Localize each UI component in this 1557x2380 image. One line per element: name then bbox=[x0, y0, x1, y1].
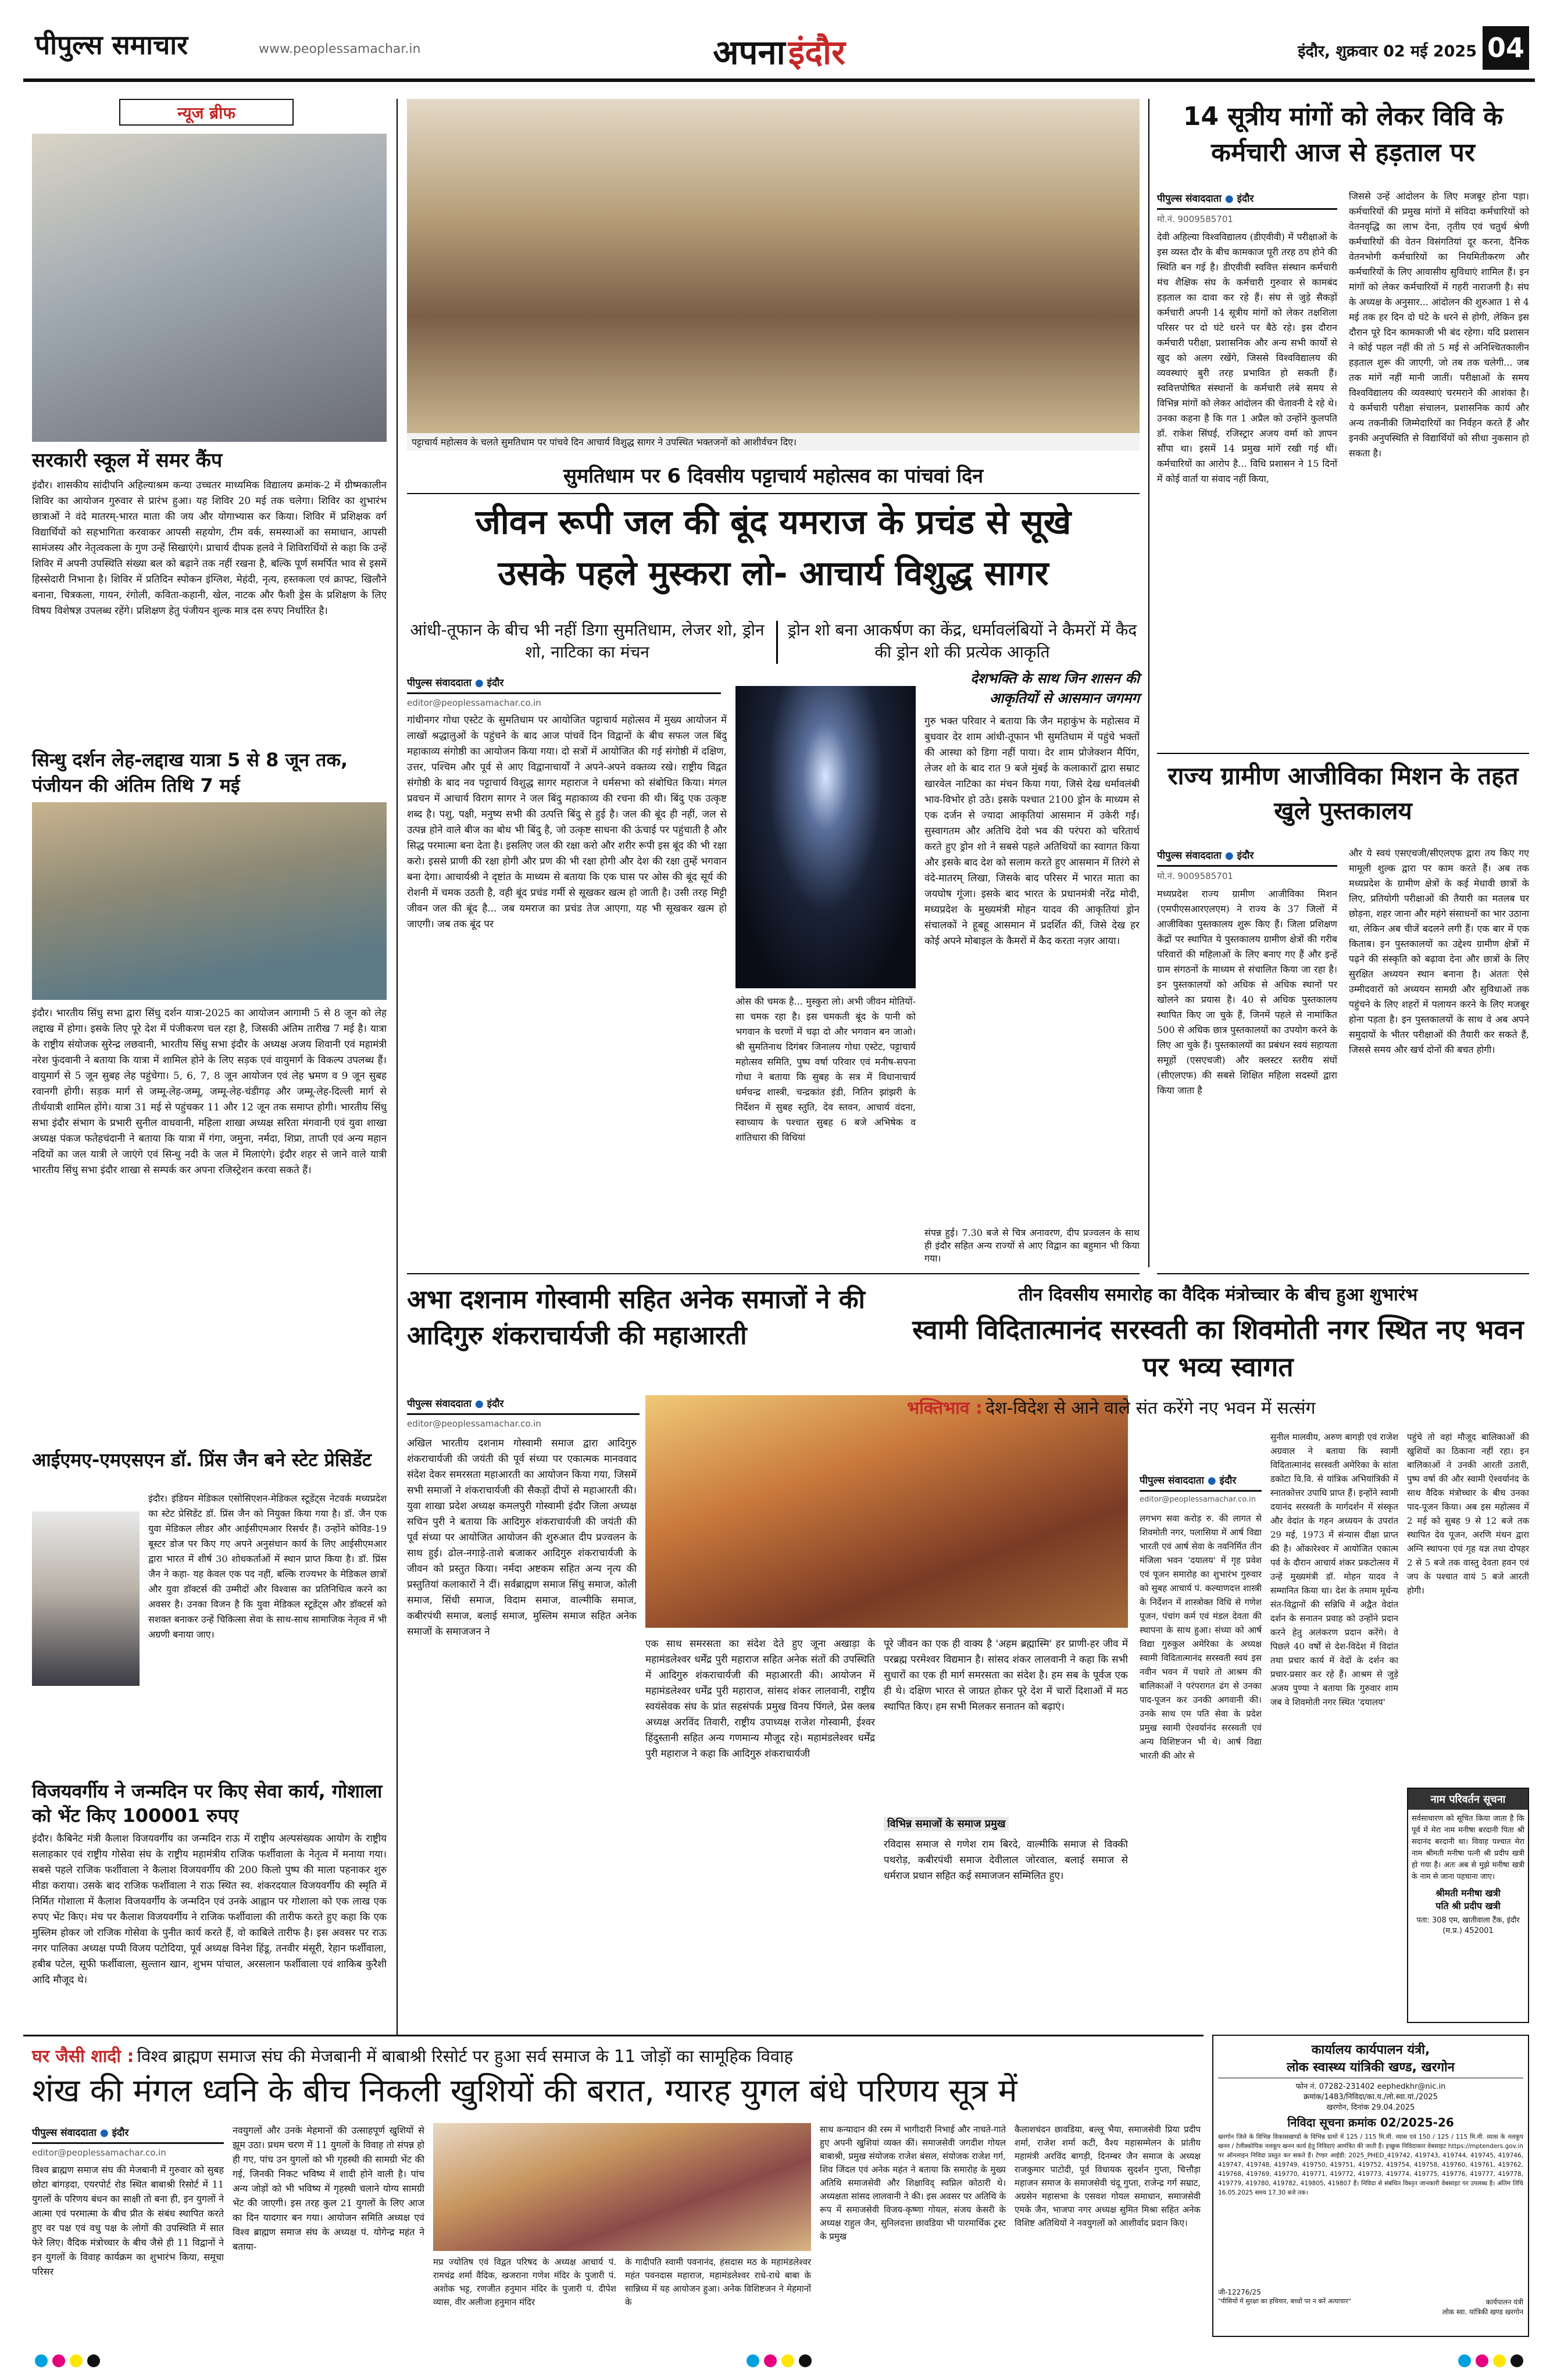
strike-byline-name: पीपुल्स संवाददाता bbox=[1157, 193, 1222, 205]
brief-3-body: इंदौर। इंडियन मेडिकल एसोसिएशन-मेडिकल स्टूडेंट्स नेटवर्क मध्यप्रदेश का स्टेट प्रेसिडेंट डॉ. प्रिंस जैन को नियुक्त किया गया है। डॉ. जैन एक युवा मेडिकल लीडर और आईसीएमआर रिसर्चर हैं। उन्होंने कोविड-19 बूस्टर डोज पर किए गए अपने अनुसंधान कार्य के लिए आईसीएमआर द्वारा भारत में शीर्ष 30 शोधकर्ताओं में स्थान प्राप्त किया है। डॉ. प्रिंस जैन ने कहा- यह केवल एक पद नहीं, बल्कि राज्यभर के मेडिकल छात्रों और युवा डॉक्टर्स की उम्मीदों और विश्वास का प्रतिनिधित्व करने का अवसर है। उनका विजन है कि युवा मेडिकल स्टूडेंट्स और डॉक्टर्स को सशक्त बनाकर उन्हें चिकित्सा सेवा के साथ-साथ सामाजिक नेतृत्व में भी अग्रणी बनाया जाए। bbox=[148, 1493, 387, 1640]
brief-1-body: इंदौर। शासकीय सांदीपनि अहिल्याश्रम कन्या उच्चतर माध्यमिक विद्यालय क्रमांक-2 में ग्रीष्मकालीन शिविर का आयोजन गुरुवार से प्रारंभ हुआ। यह शिविर 20 मई तक चलेगा। शिविर का शुभारंभ छात्राओं ने वंदे मातरम्-भारत माता की जय और योगाभ्यास कर किया। शिविर में प्रशिक्षक वर्ग विद्यार्थियों को सहभागिता करवाकर आपसी सहयोग, टीम वर्क, समस्याओं का समाधान, आपसी सामंजस्य और नेतृत्वकला के गुण उन्हें सिखाएंगे। प्राचार्य दीपक हलवे ने शिविरार्थियों से कहा कि उन्हें शिविर में अपनी उपस्थिति संख्या बल को बढ़ाने तक नहीं रखना है, बल्कि पूर्ण समर्पित भाव से इसमें हिस्सेदारी निभाना है। शिविर में प्रतिदिन स्पोकन इंग्लिश, मेहंदी, नृत्य, हस्तकला एवं क्राफ्ट, खिलौने बनाना, चित्रकला, गायन, रंगोली, कविता-कहानी, खेल, नाटक और फैशी ड्रेस के प्रशिक्षण के लिए विषय विशेषज्ञ उपलब्ध रहेंगे। प्रशिक्षण हेतु पंजीयन शुल्क मात्र दस रुपए निर्धारित है। bbox=[32, 480, 387, 617]
section-title-b: इंदौर bbox=[788, 33, 845, 72]
name-change-notice bbox=[1407, 1788, 1529, 2023]
library-headline: राज्य ग्रामीण आजीविका मिशन के तहत खुले पुस्तकालय bbox=[1167, 762, 1519, 825]
aarti-byline bbox=[407, 1394, 640, 1415]
masthead-rule bbox=[23, 78, 1535, 82]
tender-date: खरगोन, दिनांक 29.04.2025 bbox=[1326, 2103, 1415, 2112]
name-change-body: सर्वसाधारण को सूचित किया जाता है कि पूर्व में मेरा नाम मनीषा बरदानी पिता श्री सदानंद बरदानी था। विवाह पश्चात मेरा नाम श्रीमती मनीषा पत्नी श्री प्रदीप खत्री हो गया है। अतः अब से मुझे मनीषा खत्री के नाम से जाना पहचाना जाए। bbox=[1412, 1814, 1524, 1881]
bhawan-headline: स्वामी विदितात्मानंद सरस्वती का शिवमोती नगर स्थित नए भवन पर भव्य स्वागत bbox=[912, 1314, 1524, 1382]
library-byline-name: पीपुल्स संवाददाता bbox=[1157, 850, 1222, 862]
main-byline-city: इंदौर bbox=[487, 677, 504, 689]
aarti-body-col-3: पूरे जीवन का एक ही वाक्य है 'अहम ब्रह्मास्मि' हर प्राणी-हर जीव में परब्रह्म परमेश्वर विद्यमान है। सांसद शंकर लालवानी ने कहा कि सभी सुधारों का एक ही मार्ग समरसता का संदेश है। हम सब के पूर्वज एक ही थे। दक्षिण भारत से जाग्रत होकर पूरे देश में चारों दिशाओं में मठ स्थापित किए। हम सभी मिलकर सनातन को बढ़ाएं। bbox=[884, 1638, 1128, 1713]
byline-dot-icon: ● bbox=[1224, 850, 1234, 862]
tender-notice bbox=[1212, 2035, 1529, 2337]
aarti-headline: अभा दशनाम गोस्वामी सहित अनेक समाजों ने की आदिगुरु शंकराचार्यजी की महाआरती bbox=[407, 1285, 865, 1350]
tender-contact: फोन नं. 07282-231402 eephedkhr@nic.in bbox=[1295, 2082, 1446, 2091]
aarti-photo bbox=[645, 1395, 1128, 1628]
main-byline-name: पीपुल्स संवाददाता bbox=[407, 677, 472, 689]
aarti-body-col-3b: रविदास समाज से गणेश राम बिरदे, वाल्मीकि समाज से विक्की पथरोड़, कबीरपंथी समाज देवीलाल जोरवाल, बलाई समाज से धर्मराज प्रधान सहित कई समाजजन सम्मिलित हुए। bbox=[884, 1839, 1128, 1882]
bhawan-subhead bbox=[907, 1395, 1529, 1419]
library-body-col-1: मध्यप्रदेश राज्य ग्रामीण आजीविका मिशन (एमपीएसआरएलएम) ने राज्य के 37 जिलों में आजीविका पुस्तकालय शुरू किए हैं। जिला प्रशिक्षण केंद्रों पर स्थापित ये पुस्तकालय ग्रामीण क्षेत्रों की गरीब परिवारों की महिलाओं के लिए बनाए गए हैं और इन्हें ग्राम संगठनों के माध्यम से संचालित किया जा रहा है। इन पुस्तकालयों को अधिक से अधिक स्थानों पर खोलने का प्रयास है। 40 से अधिक पुस्तकालय स्थापित किए जा चुके हैं, जिनमें पहले से नामांकित 500 से अधिक छात्र पुस्तकालयों का उपयोग करने के लिए आ चुके हैं। पुस्तकालयों का प्रबंधन स्वयं सहायता समूहों (एसएचजी) और क्लस्टर स्तरीय संघों (सीएलएफ) की सबसे शिक्षित महिला सदस्यों द्वारा किया जाता है bbox=[1157, 888, 1337, 1096]
name-change-name-2: पति श्री प्रदीप खत्री bbox=[1435, 1900, 1501, 1911]
brief-2-body: इंदौर। भारतीय सिंधु सभा द्वारा सिंधु दर्शन यात्रा-2025 का आयोजन आगामी 5 से 8 जून को लेह लद्दाख में होगा। इसके लिए पूरे देश में पंजीकरण चल रहा है, जिसकी अंतिम तारीख 7 मई है। यात्रा के राष्ट्रीय संयोजक सुरेन्द्र लछवानी, भारतीय सिंधु सभा इंदौर के अध्यक्ष अजय शिवानी एवं महामंत्री नरेश फुंदवानी ने बताया कि यात्रा में शामिल होने के लिए सड़क एवं वायुमार्ग के विकल्प उपलब्ध हैं। वायुमार्ग से 5 जून सुबह लेह पहुंचेगा। 5, 6, 7, 8 जून आयोजन एवं लेह भ्रमण व 9 जून सुबह रवानगी होगी। सड़क मार्ग से जम्मू-लेह-जम्मू, जम्मू-लेह-चंडीगढ़ और जम्मू-लेह-दिल्ली मार्ग से तीर्थयात्री शामिल होंगे। यात्रा 31 मई से पहुंचकर 11 और 12 जून तक समाप्त होगी। भारतीय सिंधु सभा इंदौर संभाग के प्रभारी सुनील वाधवानी, महिला शाखा अध्यक्ष सरिता मंगवानी एवं युवा शाखा अध्यक्ष पंकज फतेहचंदानी ने बताया कि यात्रा में गंगा, जमुना, नर्मदा, शिप्रा, ताप्ती एवं अन्य महान नदियों का जल यात्री ले जाएंगे एवं सिन्धु नदी के जल में मिलाएंगे। इंदौर शहर से जाने वाले यात्री भारतीय सिंधु सभा इंदौर शाखा से सम्पर्क कर अपना रजिस्ट्रेशन करवा सकते हैं। bbox=[32, 1007, 387, 1176]
main-body-col-1: गांधीनगर गोधा एस्टेट के सुमतिधाम पर आयोजित पट्टाचार्य महोत्सव में मुख्य आयोजन में लाखों श्रद्धालुओं के पहुंचने के बाद आज पांचवें दिन विद्वानों के बीच सफल जल बिंदु महाकाव्य संगोष्ठी का आयोजन किया गया। दो सत्रों में आयोजित की गई संगोष्ठी में दक्षिण, उत्तर, पश्चिम और पूर्व से आए विद्वानाचार्यों ने अपने-अपने वक्तव्य रखे। राष्ट्रीय विद्वत संगोष्ठी के बाद नव पट्टाचार्य विशुद्ध सागर महाराज ने धर्मसभा को संबोधित किया। मंगल प्रवचन में आचार्य विराग सागर ने जल बिंदु महाकाव्य की रचना की थी। बिंदु एक उत्कृष्ट शब्द है। पशु, पक्षी, मनुष्य सभी की उत्पत्ति बिंदु से हुई है। जल की बूंद ही नहीं, जल से उत्पन्न होने वाले बीज का बोध भी बिंदु है, जो उत्कृष्ट साधना की ऊंचाई पर पहुंचाती है और सिद्ध परमात्मा बना देता है। इसलिए जल की रक्षा करो और शरीर रूपी इस बूंद की भी रक्षा करो। इससे प्राणी की रक्षा होगी और प्रण की भी रक्षा होगी और देश की रक्षा तुम्हें भगवान बना देगा। आचार्यश्री ने दृष्टांत के माध्यम से बताया कि एक घास पर ओस की बूंद सूर्य की रोशनी में चमक उठती है, वही बूंद प्रचंड गर्मी से सूखकर खत्म हो जाती है। उसी तरह मिट्टी जीवन जल की बूंद है... जब यमराज का प्रचंड तेज आएगा, यह भी सूखकर खत्म हो जाएगी। जब तक बूंद पर bbox=[407, 714, 727, 930]
drone-caption-box bbox=[924, 669, 1140, 709]
main-email[interactable]: editor@peoplessamachar.co.in bbox=[407, 698, 541, 708]
wedding-body-col-2: नवयुगलों और उनके मेहमानों की उत्साहपूर्ण खुशियों से झूम उठा। प्रथम चरण में 11 युगलों के विवाह तो संपन्न हो ही गए, पांच उन युगलों को भी गृहस्थी की सामग्री भेंट की गई, जिनकी निकट भविष्य में शादी होने वाली है। पांच अन्य जोड़ों को भी भविष्य में गृहस्थी चलाने योग्य सामग्री भेंट की जाएगी। इस तरह कुल 21 युगलों के लिए आज का दिन यादगार बन गया। आयोजन समिति अध्यक्ष एवं विश्व ब्राह्मण समाज संघ के अध्यक्ष पं. योगेन्द्र महंत ने बताया- bbox=[233, 2125, 424, 2252]
library-phone: मो.नं. 9009585701 bbox=[1157, 871, 1233, 881]
registration-marks bbox=[35, 2354, 1523, 2372]
main-kicker: सुमतिधाम पर 6 दिवसीय पट्टाचार्य महोत्सव का पांचवां दिन bbox=[563, 464, 984, 488]
bhawan-email[interactable]: editor@peoplessamachar.co.in bbox=[1140, 1495, 1256, 1504]
brief-4-body: इंदौर। कैबिनेट मंत्री कैलाश विजयवर्गीय का जन्मदिन राऊ में राष्ट्रीय अल्पसंख्यक आयोग के राष्ट्रीय सलाहकार एवं राष्ट्रीय गोसेवा संघ के राष्ट्रीय महामंत्रीय राजिक फर्शीवाला के नेतृत्व में मनाया गया। सबसे पहले राजिक फर्शीवाला ने कैलाश विजयवर्गीय की 200 किलो पुष्प की माला पहनाकर शुरु मीडा कराया। उसके बाद राजिक फर्शीवाला ने राऊ स्थित स्व. शंकरदयाल विजयवर्गीय की स्मृति में निर्मित गोशाला में कैलाश विजयवर्गीय के जन्मदिन एवं उनके आह्वान पर गोशाला को एक लाख एक रुपए भेंट किए। मंच पर कैलाश विजयवर्गीय ने राजिक फर्शीवाला की तारीफ करते हुए कहा कि एक मुस्लिम होकर जो राजिक गोसेवा के पुनीत कार्य करते हैं, वो काबिले तारीफ है। इस अवसर पर राऊ नगर पालिका अध्यक्ष पप्पी विजय पटोदिया, पूर्व अध्यक्ष विनेश हिंडू, तनवीर मंसूरी, रेहान फर्शीवाला, हबीब पटेल, सूफी फर्शीवाला, सुल्तान खान, शुभम पांचाल, अरसलान फर्शीवाला एवं शाकिब कुरैशी आदि मौजूद थे। bbox=[32, 1833, 387, 1986]
aarti-subhead: विभिन्न समाजों के समाज प्रमुख bbox=[884, 1817, 1009, 1831]
bhawan-body-col-1: लगभग सवा करोड़ रु. की लागत से शिवमोती नगर, पलासिया में आर्ष विद्या भारती एवं आर्ष सेवा के नवनिर्मित तीन मंजिला भवन 'दयालय' में गृह प्रवेश एवं पूजन समारोह का शुभारंभ गुरुवार को सुबह आचार्य पं. कल्याणदत्त शास्त्री के निर्देशन में शास्त्रोक्त विधि से गणेश पूजन, पंचांग कर्म एवं मंडल देवता की स्थापना के साथ हुआ। संध्या को आर्ष विद्या गुरुकुल अमेरिका के अध्यक्ष स्वामी विदितात्मानंद सरस्वती स्वयं इस नवीन भवन में पधारे तो आश्रम की बालिकाओं ने परंपरागत ढंग से उनका पाद-पूजन कर उनकी अगवानी की। उनके साथ एम पति सेवा के प्रदेश प्रमुख स्वामी ऐश्वर्यानंद सरस्वती एवं अन्य विशिष्टजन भी थे। आर्ष विद्या भारती की ओर से bbox=[1140, 1513, 1262, 1761]
wedding-headline: शंख की मंगल ध्वनि के बीच निकली खुशियों की बरात, ग्यारह युगल बंधे परिणय सूत्र में bbox=[32, 2072, 1017, 2109]
bhawan-subhead-text: देश-विदेश से आने वाले संत करेंगे नए भवन में सत्संग bbox=[985, 1398, 1316, 1418]
cmyk-swatch-left bbox=[35, 2354, 100, 2372]
name-change-name-1: श्रीमती मनीषा खत्री bbox=[1435, 1888, 1501, 1899]
library-body-col-2: और ये स्वयं एसएचजी/सीएलएफ द्वारा तय किए गए मामूली शुल्क द्वारा पर काम करते हैं। अब तक मध्यप्रदेश के ग्रामीण क्षेत्रों के कई मेधावी छात्रों के लिए, प्रतियोगी परीक्षाओं की तैयारी का मतलब घर छोड़ना, शहर जाना और महंगे संसाधनों का भार उठाना था, लेकिन अब चीजें बदलने लगी हैं। एक बार में एक किताब। इन पुस्तकालयों का उद्देश्य ग्रामीण क्षेत्रों में पढ़ने की संस्कृति को बढ़ावा देना और छात्रों के लिए सुरक्षित अध्ययन स्थान बनाना है। अंततः ऐसे उम्मीदवारों को अध्ययन सामग्री और सुविधाओं तक पहुंचने के लिए शहरों में पलायन करने के लिए मजबूर होना पड़ता है। इन पुस्तकालयों के साथ वे अब अपने समुदायों के भीतर परीक्षाओं की तैयारी कर सकते हैं, जिससे समय और खर्च दोनों की बचत होगी। bbox=[1349, 848, 1529, 1055]
drone-show-photo bbox=[735, 686, 916, 988]
wedding-body-col-1: विश्व ब्राह्मण समाज संघ की मेजबानी में गुरुवार को सुबह छोटा बांगड़दा, एयरपोर्ट रोड स्थित बाबाश्री रिसोर्ट में 11 युगलों के परिणय बंधन का साक्षी तो बना ही, इन युगलों ने आत्मा एवं परमात्मा के बीच प्रीत के संबंध स्थापित करते हुए वर पक्ष एवं वधु पक्ष के लोगों की उपस्थिति में सात फेरे लिए। वैदिक मंत्रोच्चार के बीच जैसे ही 11 विद्वानों ने इन युगलों के विवाह कार्यक्रम का शुभारंभ किया, समूचा परिसर bbox=[32, 2164, 224, 2277]
main-byline bbox=[407, 673, 721, 694]
bhawan-subhead-label: भक्तिभाव : bbox=[907, 1398, 983, 1418]
tender-body: खरगोन जिले के विभिन्न विकासखण्डों के विभिन्न ग्रामों में 125 / 115 मि.मी. व्यास एवं 150 / 125 / 115 मि.मी. व्यास के नलकूप खनन / टेलीस्कोपिक नलकूप खनन कार्य हेतु निविदाएं आमंत्रित की जाती हैं। इच्छुक निविदाकार वेबसाइट https://mptenders.gov.in पर ऑनलाइन निविदा प्रस्तुत कर सकते हैं। टेण्डर आईडी: 2025_PHED_419742, 419743, 419744, 419745, 419746, 419747, 419748, 419749, 419750, 419751, 419752, 419754, 419758, 419760, 419761, 419762, 419768, 419769, 419770, 419771, 419772, 419773, 419774, 419775, 419776, 419777, 419778, 419779, 419780, 419782, 419805, 419807 हैं। निविदा से संबंधित विस्तृत जानकारी वेबसाइट पर उपलब्ध है। अंतिम तिथि 16.05.2025 समय 17.30 बजे तक। bbox=[1218, 2134, 1523, 2196]
main-body-col-2: ओस की चमक है... मुस्कुरा लो। अभी जीवन मोतियों-सा चमक रहा है। इस चमकती बूंद के पानी को भगवान के चरणों में चढ़ा दो और भगवान बन जाओ। श्री सुमतिनाथ दिगंबर जिनालय गोधा एस्टेट, पट्टाचार्य महोत्सव समिति, पुष्प वर्षा परिवार एवं मनीष-सपना गोधा ने बताया कि सुबह के सत्र में विधानाचार्य धर्मचन्द्र शास्त्री, चन्द्रकांत इंडी, नितिन झांझरी के निर्देशन में सुबह स्तुति, देव स्तवन, आचार्य वंदना, स्वाध्याय के पश्चात सुबह 6 बजे अभिषेक व शांतिधारा की विधियां bbox=[735, 996, 916, 1143]
wedding-body-col-4: के गादीपति स्वामी पवनानंद, हंसदास मठ के महामंडलेश्वर महंत पवनदास महाराज, महामंडलेश्वर राधे-राधे बाबा के सान्निध्य में यह आयोजन हुआ। अनेक विशिष्टजन ने मेहमानों के bbox=[625, 2257, 811, 2307]
byline-dot-icon: ● bbox=[1207, 1475, 1216, 1486]
library-bottom-rule bbox=[1157, 1273, 1529, 1274]
aarti-subhead-box bbox=[884, 1817, 1128, 1831]
wedding-byline-name: पीपुल्स संवाददाता bbox=[32, 2127, 97, 2139]
bhawan-byline-name: पीपुल्स संवाददाता bbox=[1140, 1475, 1204, 1486]
strike-body-col-1: देवी अहिल्या विश्वविद्यालय (डीएवीवी) में परीक्षाओं के इस व्यस्त दौर के बीच कामकाज पूरी तरह ठप होने की स्थिति बन गई है। डीएवीवी स्ववित्त संस्थान कर्मचारी मंच शैक्षिक संघ के कर्मचारी गुरुवार से कामबंद हड़ताल का दावा कर रहे हैं। संघ से जुड़े सैकड़ों कर्मचारी अपनी 14 सूत्रीय मांगों को लेकर तक्षशिला परिसर पर दो घंटे धरने पर बैठे रहे। इस दौरान कर्मचारी परीक्षा, प्रशासनिक और अन्य सभी कार्यों से खुद को अलग रखेंगे, जिससे विश्वविद्यालय की व्यवस्थाएं बुरी तरह प्रभावित हो सकती हैं। स्ववित्तपोषित संस्थानों के कर्मचारी लंबे समय से विभिन्न मांगों को लेकर आंदोलन की चेतावनी दे रहे थे। उनका कहना है कि गत 1 अप्रैल को उन्होंने कुलपति डॉ. राकेश सिंघई, रजिस्ट्रार अजय वर्मा को ज्ञापन सौंपा था। इसमें 14 प्रमुख मांगें रखी गई थीं। कर्मचारियों का आरोप है... विधि प्रशासन ने 15 दिनों में कोई वार्ता या संवाद नहीं किया, bbox=[1157, 231, 1337, 484]
bhawan-body-col-3: पहुंचे तो वहां मौजूद बालिकाओं की खुशियों का ठिकाना नहीं रहा। इन बालिकाओं ने उनकी आरती उतारी, पुष्प वर्षा की और स्वामी ऐश्वर्यानंद के साथ वैदिक मंत्रोच्चार के बीच उनका पाद-पूजन किया। अब इस महोत्सव में 2 मई को सुबह 9 से 12 बजे तक स्थापित देव पूजन, अरणि मंथन द्वारा अग्नि स्थापना एवं गृह यज्ञ तथा दोपहर 2 से 5 बजे तक वास्तु देवता हवन एवं जप के पश्चात वायं 5 बजे आरती होगी। bbox=[1407, 1432, 1529, 1596]
byline-dot-icon: ● bbox=[474, 1398, 484, 1410]
byline-dot-icon: ● bbox=[99, 2127, 109, 2139]
aarti-byline-name: पीपुल्स संवाददाता bbox=[407, 1398, 472, 1410]
section-title-a: अपना bbox=[713, 33, 785, 72]
byline-dot-icon: ● bbox=[1224, 193, 1234, 205]
tender-title: निविदा सूचना क्रमांक 02/2025-26 bbox=[1287, 2115, 1454, 2129]
news-brief-label-box bbox=[119, 99, 294, 126]
aarti-body-col-2: एक साथ समरसता का संदेश देते हुए जूना अखाड़ा के महामंडलेश्वर धर्मेंद्र पुरी महाराज सहित अनेक संतों की उपस्थिति में आदिगुरु शंकराचार्यजी की महाआरती की। आयोजन में महामंडलेश्वर धर्मेंद्र पुरी महाराज, सांसद शंकर लालवानी, राष्ट्रीय स्वयंसेवक संघ के प्रांत सहसंपर्क प्रमुख विनय पिंगले, प्रेस क्लब अध्यक्ष अरविंद तिवारी, राष्ट्रीय उपाध्यक्ष राजेश गोस्वामी, ईश्वर हिंदुस्तानी सहित अन्य गणमान्य मौजूद रहे। महामंडलेश्वर धर्मेंद्र पुरी महाराज ने कहा कि आदिगुरु शंकराचार्यजी bbox=[645, 1638, 875, 1760]
main-headline-line-1: जीवन रूपी जल की बूंद यमराज के प्रचंड से सूखे bbox=[475, 502, 1072, 542]
section-title bbox=[628, 28, 930, 74]
main-subhead-divider bbox=[776, 621, 778, 664]
wedding-email[interactable]: editor@peoplessamachar.co.in bbox=[32, 2147, 166, 2158]
main-headline-line-2: उसके पहले मुस्करा लो- आचार्य विशुद्ध सागर bbox=[498, 553, 1049, 593]
wedding-kicker-text: विश्व ब्राह्मण समाज संघ की मेजबानी में बाबाश्री रिसोर्ट पर हुआ सर्व समाज के 11 जोड़ों का सामूहिक विवाह bbox=[137, 2046, 793, 2066]
main-event-photo bbox=[407, 99, 1140, 433]
wedding-body-col-3: मप्र ज्योतिष एवं विद्वत परिषद के अध्यक्ष आचार्य पं. रामचंद्र शर्मा वैदिक, खजराना गणेश मंदिर के पुजारी पं. अशोक भट्ट, रणजीत हनुमान मंदिर के पुजारी पं. दीपेश व्यास, वीर अलीजा हनुमान मंदिर bbox=[433, 2257, 616, 2307]
tender-office-1: कार्यालय कार्यपालन यंत्री, bbox=[1311, 2043, 1430, 2057]
main-story-bottom-rule bbox=[407, 1273, 1140, 1274]
tender-ref: क्रमांक/1483/निविदा/का.य./लो.स्वा.यां./2025 bbox=[1304, 2093, 1438, 2102]
wedding-kicker bbox=[32, 2043, 1201, 2067]
sindhu-yatra-photo bbox=[32, 802, 387, 1000]
tender-sign-2: लोक स्वा. यांत्रिकी खण्ड खरगोन bbox=[1442, 2308, 1523, 2316]
news-brief-column bbox=[32, 99, 387, 2035]
main-body-col-4: संपन्न हुई। 7.30 बजे से चित्र अनावरण, दीप प्रज्वलन के साथ ही इंदौर सहित अन्य राज्यों से आए विद्वान का बहुमान भी किया गया। bbox=[924, 1227, 1140, 1264]
library-byline bbox=[1157, 846, 1337, 867]
tender-sign-1: कार्यपालन यंत्री bbox=[1485, 2298, 1523, 2306]
brief-3-headline: आईएमए-एमएसएन डॉ. प्रिंस जैन बने स्टेट प्रेसिडेंट bbox=[32, 1449, 372, 1471]
strike-phone: मो.नं. 9009585701 bbox=[1157, 214, 1233, 224]
drone-caption: देशभक्ति के साथ जिन शासन की आकृतियों से आसमान जगमग bbox=[970, 670, 1140, 706]
tender-office-2: लोक स्वास्थ्य यांत्रिकी खण्ड, खरगोन bbox=[1218, 2058, 1523, 2078]
column-divider-right bbox=[1148, 99, 1149, 1267]
aarti-email[interactable]: editor@peoplessamachar.co.in bbox=[407, 1418, 541, 1429]
summer-camp-photo bbox=[32, 134, 387, 442]
strike-body-col-2: जिससे उन्हें आंदोलन के लिए मजबूर होना पड़ा। कर्मचारियों की प्रमुख मांगों में संविदा कर्मचारियों को वेतनवृद्धि का लाभ देना, तृतीय एवं चतुर्थ श्रेणी कर्मचारियों की वेतन विसंगतियां दूर करना, दैनिक वेतनभोगी कर्मचारियों का नियमितीकरण और कर्मचारियों के लिए आवासीय सुविधाएं शामिल हैं। इन मांगों को लेकर कर्मचारियों में गहरी नाराजगी है। संघ के अध्यक्ष के अनुसार... आंदोलन की शुरुआत 1 से 4 मई तक हर दिन दो घंटे के धरने से होगी, लेकिन इस दौरान पूरे दिन कामकाजी भी बंद रहेगा। यदि प्रशासन ने कोई पहल नहीं की तो 5 मई से अनिश्चितकालीन हड़ताल शुरू की जाएगी, जो तब तक चलेगी... जब तक मांगें नहीं मानी जातीं। परीक्षाओं के समय विश्वविद्यालय की व्यवस्थाएं चरमराने की आशंका है। ये कर्मचारी परीक्षा संचालन, प्रशासनिक कार्य और अन्य तकनीकी जिम्मेदारियों का निर्वहन करते हैं और इनकी अनुपस्थिति से विद्यार्थियों को सीधा नुकसान हो सकता है। bbox=[1349, 191, 1529, 459]
byline-dot-icon: ● bbox=[474, 677, 484, 689]
aarti-byline-city: इंदौर bbox=[487, 1398, 504, 1410]
bhawan-body-col-2: सुनील मालवीय, अरुण बागड़ी एवं राजेश अग्रवाल ने बताया कि स्वामी विदितात्मानंद सरस्वती अमेरिका के सांता डकोटा वि.वि. से यांत्रिक अभियांत्रिकी में स्नातकोत्तर उपाधि प्राप्त हैं। इन्होंने स्वामी दयानंद सरस्वती के मार्गदर्शन में संस्कृत और वेदांत के गहन अध्ययन के उपरांत 29 मई, 1973 में संन्यास दीक्षा प्राप्त की है। ओंकारेश्वर में आयोजित एकात्म पर्व के दौरान आचार्य शंकर प्रकटोत्सव में उन्हें मुख्यमंत्री डॉ. मोहन यादव ने सम्मानित किया था। देश के तमाम मूर्धन्य संत-विद्वानों की सन्निधि में अद्वैत वेदांत दर्शन के सनातन प्रवाह को उन्होंने प्रदान करने हेतु अलंकरण प्रदान करेंगे। वे पिछले 40 वर्षों से देश-विदेश में विदांत तथा प्रचार कार्य में वेदों के दर्शन का प्रचार-प्रसार कर रहे हैं। आश्रम से जुड़े अजय पुण्या ने बताया कि गुरुवार शाम जब वे शिवमोती नगर स्थित 'दयालय' bbox=[1270, 1432, 1398, 1707]
cmyk-swatch-right bbox=[1458, 2354, 1523, 2372]
bhawan-kicker-box bbox=[907, 1282, 1529, 1306]
wedding-body-col-6: कैलाशचंदन छावडिया, बल्लू भैया, समाजसेवी प्रिया प्रदीप शर्मा, राजेश शर्मा कटी, वैश्य महासम्मेलन के प्रांतीय महामंत्री अरविंद बागड़ी, दिनम्बर जैन समाज के अध्यक्ष राजकुमार पाटोदी, पूर्व विधायक सुदर्शन गुप्ता, चित्तौड़ा महाजन समाज के समाजसेवी चंदू गुप्ता, राजेन्द्र गर्ग सम्राट, अग्रसेन महासभा के एसवश गोयल समाधान, समाजसेवी एमके जैन, भाजपा नगर अध्यक्ष सुमित मिश्रा सहित अनेक विशिष्ट अतिथियों ने नवयुगलों को आशीर्वाद प्रदान किए। bbox=[1015, 2124, 1201, 2228]
brief-1-headline: सरकारी स्कूल में समर कैंप bbox=[32, 449, 223, 472]
dateline: इंदौर, शुक्रवार 02 मई 2025 bbox=[1298, 42, 1477, 60]
library-byline-city: इंदौर bbox=[1237, 850, 1254, 862]
page-number: 04 bbox=[1487, 32, 1524, 63]
bhawan-byline-city: इंदौर bbox=[1219, 1475, 1237, 1486]
brand-logo bbox=[35, 26, 244, 58]
wedding-byline-city: इंदौर bbox=[112, 2127, 129, 2139]
wedding-kicker-label: घर जैसी शादी : bbox=[32, 2046, 134, 2067]
brand-url[interactable]: www.peoplessamachar.in bbox=[259, 42, 421, 56]
cmyk-swatch-mid bbox=[747, 2354, 812, 2372]
main-body-col-3: गुरु भक्त परिवार ने बताया कि जैन महाकुंभ के महोत्सव में बुधवार देर शाम आंधी-तूफान भी सुमतिधाम में पहुंचे भक्तों की आस्था को डिगा नहीं पाया। देर शाम प्रोजेक्शन मैपिंग, लेजर शो के बाद रात 9 बजे मुंबई के कलाकारों द्वारा सम्राट खारवेल नाटिका का मंचन किया गया, जिसे देख धर्मावलंबी भाव-विभोर हो उठे। इसके पश्चात 2100 ड्रोन के माध्यम से एक दर्जन से ज्यादा आकृतियां आसमान में उकेरी गईं। सुस्वागतम और अतिथि देवो भव की परंपरा को चरितार्थ करते हुए ड्रोन शो ने सबसे पहले अतिथियों का स्वागत किया और इसके बाद देश को सलाम करते हुए आसमान में तिरंगे से वंदे-मातरम् लिखा, जिसके बाद परिसर में भारत माता का जयघोष गूंजा। इसके बाद भारत के प्रधानमंत्री नरेंद्र मोदी, मध्यप्रदेश के मुख्यमंत्री मोहन यादव की आकृतियां ड्रोन संचालकों ने हूबहू आसमान में प्रदर्शित कीं, जिसे देख हर कोई अपने मोबाइल के कैमरों में कैद करता नज़र आया। bbox=[924, 716, 1140, 947]
wedding-body-col-5: साथ कन्यादान की रस्म में भागीदारी निभाई और नाचते-गाते हुए अपनी खुशियां व्यक्त कीं। समाजसेवी जगदीश गोयल बाबाश्री, प्रमुख संयोजक राजेश बंसल, संयोजक राजेश गर्ग, शिव जिंदल एवं अनेक महंत ने बताया कि समारोह के मुख्य अतिथि समाजसेवी और शिक्षाविद् स्वप्निल कोठारी थे। अध्यक्षता सांसद लालवानी ने की। इस अवसर पर अतिथि के रूप में समाजसेवी विजय-कृष्णा गोयल, संजय केसरी के अध्यक्ष राहुल जैन, सुनिलदत्ता छावडिया भी पारमार्थिक ट्रस्ट के प्रमुख bbox=[820, 2124, 1006, 2242]
strike-bottom-rule bbox=[1157, 753, 1529, 754]
tender-slogan: "पीसियों में सुरक्षा का हथियार, बच्चों पर न करें अत्याचार" bbox=[1218, 2297, 1351, 2305]
strike-byline-city: इंदौर bbox=[1237, 193, 1254, 205]
wedding-photo bbox=[433, 2123, 811, 2251]
strike-byline bbox=[1157, 189, 1337, 210]
main-subhead-left: आंधी-तूफान के बीच भी नहीं डिगा सुमतिधाम, लेजर शो, ड्रोन शो, नाटिका का मंचन bbox=[410, 620, 765, 662]
wedding-top-rule bbox=[23, 2035, 1204, 2036]
main-kicker-box bbox=[407, 459, 1140, 494]
aarti-body-col-1: अखिल भारतीय दशनाम गोस्वामी समाज द्वारा आदिगुरु शंकराचार्यजी की जयंती की पूर्व संध्या पर एकात्मक मानववाद संदेश देकर समरसता महाआरती का आयोजन किया गया, जिसमें सभी समाजों ने शंकराचार्यजी की सैकड़ों दीपों से महाआरती की। युवा शाखा प्रदेश अध्यक्ष कमलपुरी गोस्वामी इंदौर जिला अध्यक्ष सचिन पुरी ने बताया कि आदिगुरु शंकराचार्यजी की जयंती की पूर्व संध्या पर आयोजित आयोजन की शुरुआत दीप प्रज्वलन के साथ हुई। ढोल-नगाड़े-ताशे बजाकर आदिगुरु शंकराचार्यजी के जीवन को प्रस्तुत किया। नर्मदा अष्टकम सहित अन्य नृत्य की प्रस्तुतियां कलाकारों ने दीं। सर्वब्राह्मण समाज सिंधु समाज, कोली समाज, सिंधी समाज, विदाम समाज, वाल्मीकि समाज, कबीरपंथी समाज, बलाई समाज, मुस्लिम समाज सहित अनेक समाजों के समाजजन ने bbox=[407, 1438, 637, 1638]
wedding-byline bbox=[32, 2123, 224, 2144]
name-change-address: पता: 308 एम, खातीवाला टैंक, इंदौर (म.प्र.) 452001 bbox=[1416, 1916, 1520, 1935]
brief-2-headline: सिन्धु दर्शन लेह-लद्दाख यात्रा 5 से 8 जून तक, पंजीयन की अंतिम तिथि 7 मई bbox=[32, 749, 348, 796]
bhawan-kicker: तीन दिवसीय समारोह का वैदिक मंत्रोच्चार के बीच हुआ शुभारंभ bbox=[1018, 1285, 1418, 1305]
news-brief-label: न्यूज ब्रीफ bbox=[177, 103, 235, 123]
tender-code: जी-12276/25 bbox=[1218, 2288, 1261, 2296]
column-divider-left bbox=[397, 99, 398, 2035]
bhawan-byline-block bbox=[1140, 1471, 1262, 1492]
name-change-title-bar bbox=[1408, 1789, 1528, 1810]
main-photo-caption: पट्टाचार्य महोत्सव के चलते सुमतिधाम पर पांचवे दिन आचार्य विशुद्ध सागर ने उपस्थित भक्तजनों को आशीर्वचन दिए। bbox=[407, 433, 1140, 451]
brief-4-headline: विजयवर्गीय ने जन्मदिन पर किए सेवा कार्य, गोशाला को भेंट किए 100001 रुपए bbox=[32, 1780, 383, 1827]
main-subhead-right: ड्रोन शो बना आकर्षण का केंद्र, धर्मावलंबियों ने कैमरों में कैद की ड्रोन शो की प्रत्येक आकृति bbox=[787, 620, 1137, 662]
name-change-title: नाम परिवर्तन सूचना bbox=[1430, 1793, 1506, 1806]
strike-headline: 14 सूत्रीय मांगों को लेकर विवि के कर्मचारी आज से हड़ताल पर bbox=[1183, 102, 1504, 167]
masthead bbox=[0, 0, 1557, 87]
brand-name: पीपुल्स समाचार bbox=[35, 29, 188, 60]
page-number-box bbox=[1483, 26, 1529, 70]
